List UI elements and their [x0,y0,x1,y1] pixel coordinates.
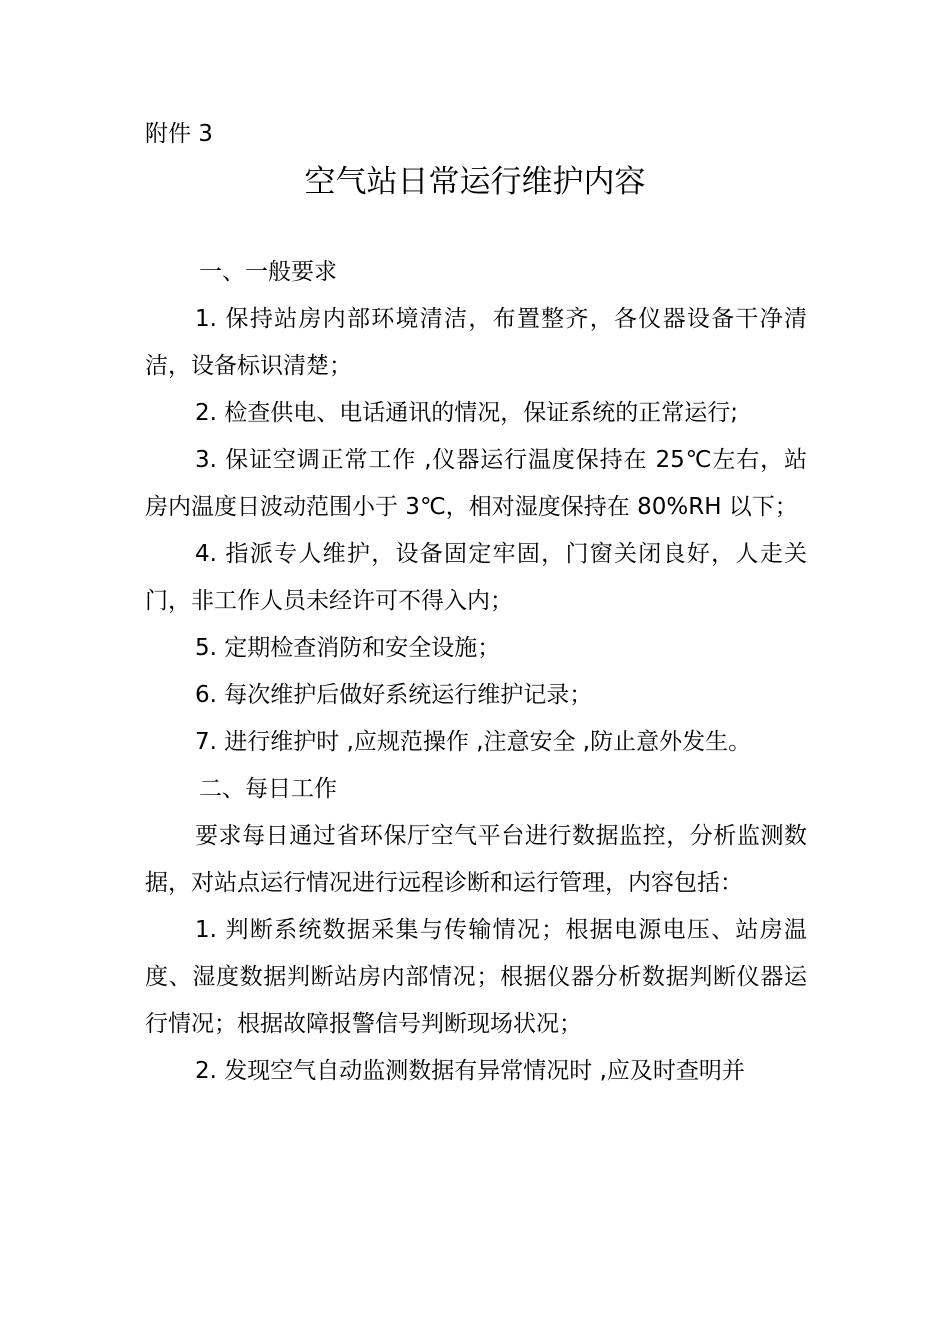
requirement-item-6: 6. 每次维护后做好系统运行维护记录； [195,682,593,708]
section-heading-general-requirements: 一、一般要求 [199,259,337,285]
document-body [145,249,807,1095]
daily-work-item-2: 2. 发现空气自动监测数据有异常情况时 ,应及时查明并 [195,1058,745,1084]
document-title: 空气站日常运行维护内容 [304,164,646,200]
requirement-item-4: 4. 指派专人维护，设备固定牢固，门窗关闭良好，人走关门，非工作人员未经许可不得入内； [145,541,807,614]
daily-work-item-1: 1. 判断系统数据采集与传输情况；根据电源电压、站房温度、湿度数据判断站房内部情况；根据仪器分析数据判断仪器运行情况；根据故障报警信号判断现场状况； [145,917,807,1037]
requirement-item-2: 2. 检查供电、电话通讯的情况，保证系统的正常运行; [195,400,739,426]
requirement-item-7: 7. 进行维护时 ,应规范操作 ,注意安全 ,防止意外发生。 [195,729,752,755]
requirement-item-3: 3. 保证空调正常工作 ,仪器运行温度保持在 25℃左右，站房内温度日波动范围小于 3℃，相对湿度保持在 80%RH 以下； [145,447,807,520]
section-heading-daily-work: 二、每日工作 [199,776,337,802]
requirement-item-5: 5. 定期检查消防和安全设施； [195,635,501,661]
attachment-label: 附件 3 [145,121,213,147]
requirement-item-1: 1. 保持站房内部环境清洁，布置整齐，各仪器设备干净清洁，设备标识清楚； [145,306,807,379]
daily-work-intro: 要求每日通过省环保厅空气平台进行数据监控，分析监测数据，对站点运行情况进行远程诊断和运行管理，内容包括： [145,823,807,896]
